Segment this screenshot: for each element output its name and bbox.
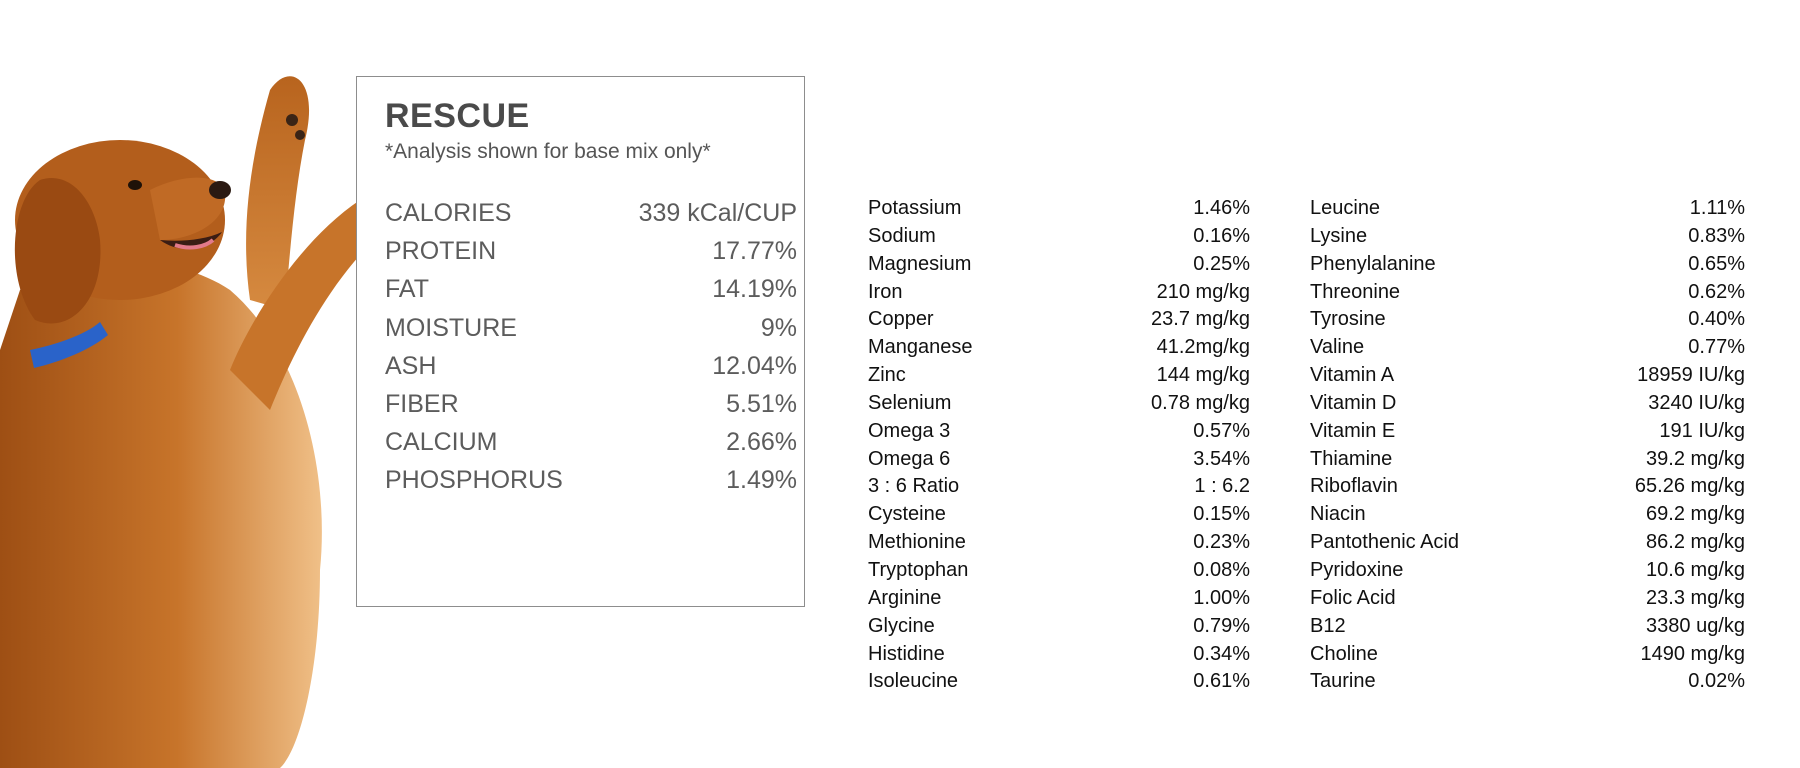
nutrient-label: Taurine <box>1310 670 1376 693</box>
nutrient-row <box>868 529 1250 557</box>
basic-value: 14.19% <box>712 275 797 304</box>
nutrient-value: 41.2mg/kg <box>1156 336 1250 359</box>
nutrient-value: 0.79% <box>1193 614 1250 637</box>
nutrient-value: 3380 ug/kg <box>1646 614 1745 637</box>
nutrient-label: Niacin <box>1310 503 1366 526</box>
nutrient-row <box>1310 501 1745 529</box>
nutrient-label: Thiamine <box>1310 447 1393 470</box>
nutrient-label: Copper <box>868 308 934 331</box>
basic-label: FAT <box>385 275 429 304</box>
nutrient-value: 1.46% <box>1193 197 1250 219</box>
basic-row-moisture <box>385 314 797 352</box>
nutrient-label: Vitamin D <box>1310 391 1397 414</box>
nutrient-label: Riboflavin <box>1310 475 1398 498</box>
nutrient-row <box>1310 557 1745 585</box>
nutrient-row <box>868 418 1250 446</box>
basic-row-calories <box>385 199 797 237</box>
nutrient-label: Magnesium <box>868 252 972 275</box>
nutrient-row <box>868 641 1250 669</box>
nutrient-value: 191 IU/kg <box>1659 419 1745 442</box>
nutrient-row <box>1310 223 1745 251</box>
nutrient-value: 0.83% <box>1688 224 1745 247</box>
nutrient-label: Manganese <box>868 336 973 359</box>
nutrient-row <box>868 306 1250 334</box>
nutrient-label: Folic Acid <box>1310 586 1396 609</box>
nutrient-value: 3240 IU/kg <box>1648 391 1745 414</box>
nutrient-value: 23.3 mg/kg <box>1646 586 1745 609</box>
nutrient-value: 0.23% <box>1193 531 1250 554</box>
nutrient-value: 10.6 mg/kg <box>1646 558 1745 581</box>
nutrient-value: 0.02% <box>1688 670 1745 693</box>
nutrient-row <box>1310 473 1745 501</box>
nutrient-label: B12 <box>1310 614 1346 637</box>
nutrient-value: 3.54% <box>1193 447 1250 470</box>
nutrient-label: Selenium <box>868 391 952 414</box>
nutrient-row <box>868 613 1250 641</box>
nutrient-label: Vitamin E <box>1310 419 1396 442</box>
basic-value: 1.49% <box>726 466 797 495</box>
nutrient-row <box>1310 613 1745 641</box>
nutrient-value: 0.16% <box>1193 224 1250 247</box>
basic-row-calcium <box>385 428 797 466</box>
nutrient-value: 0.57% <box>1193 419 1250 442</box>
basic-value: 339 kCal/CUP <box>638 199 797 227</box>
basic-label: ASH <box>385 351 437 380</box>
nutrient-row <box>1310 334 1745 362</box>
basic-value: 2.66% <box>726 428 797 457</box>
nutrient-label: Iron <box>868 280 903 303</box>
nutrient-label: Leucine <box>1310 197 1381 219</box>
nutrient-label: Omega 3 <box>868 419 951 442</box>
nutrient-row <box>1310 585 1745 613</box>
nutrient-row <box>868 501 1250 529</box>
nutrient-row <box>868 585 1250 613</box>
nutrient-row <box>868 362 1250 390</box>
nutrient-label: Pantothenic Acid <box>1310 531 1459 554</box>
nutrient-label: Tyrosine <box>1310 308 1386 331</box>
nutrient-label: Valine <box>1310 336 1365 359</box>
nutrient-value: 0.65% <box>1688 252 1745 275</box>
basic-value: 17.77% <box>712 237 797 266</box>
nutrient-label: Lysine <box>1310 224 1368 247</box>
nutrient-row <box>868 446 1250 474</box>
nutrient-row <box>1310 668 1745 696</box>
nutrient-label: Phenylalanine <box>1310 252 1436 275</box>
golden-retriever-dog-icon <box>0 50 390 768</box>
nutrient-row <box>868 223 1250 251</box>
nutrient-value: 1 : 6.2 <box>1194 475 1250 498</box>
nutrient-label: Omega 6 <box>868 447 951 470</box>
basic-label: PROTEIN <box>385 237 497 266</box>
nutrient-value: 65.26 mg/kg <box>1634 475 1745 498</box>
nutrient-row <box>868 390 1250 418</box>
nutrient-value: 0.15% <box>1193 503 1250 526</box>
nutrient-label: Zinc <box>868 364 906 387</box>
basic-row-phosphorus <box>385 466 797 504</box>
nutrient-value: 0.25% <box>1193 252 1250 275</box>
nutrient-row <box>868 195 1250 223</box>
nutrient-label: Potassium <box>868 197 962 219</box>
basic-label: CALORIES <box>385 199 512 227</box>
basic-label: FIBER <box>385 389 459 418</box>
basic-value: 5.51% <box>726 389 797 418</box>
nutrient-value: 1.00% <box>1193 586 1250 609</box>
basic-label: MOISTURE <box>385 313 517 342</box>
nutrient-label: Choline <box>1310 642 1378 665</box>
nutrient-list-right <box>1310 195 1745 696</box>
nutrient-value: 1490 mg/kg <box>1640 642 1745 665</box>
nutrient-label: Methionine <box>868 531 966 554</box>
basic-value: 9% <box>760 313 797 342</box>
nutrient-row <box>1310 446 1745 474</box>
panel-title: RESCUE <box>385 97 530 135</box>
nutrient-value: 1.11% <box>1689 197 1745 219</box>
nutrient-value: 39.2 mg/kg <box>1646 447 1745 470</box>
nutrient-row <box>868 334 1250 362</box>
basic-row-ash <box>385 352 797 390</box>
nutrient-label: Pyridoxine <box>1310 558 1404 581</box>
nutrient-label: Sodium <box>868 224 936 247</box>
basic-row-fat <box>385 275 797 313</box>
nutrient-row <box>1310 251 1745 279</box>
nutrient-label: Tryptophan <box>868 558 969 581</box>
nutrient-label: Histidine <box>868 642 945 665</box>
nutrient-value: 18959 IU/kg <box>1637 364 1745 387</box>
nutrient-value: 23.7 mg/kg <box>1151 308 1250 331</box>
nutrient-row <box>1310 418 1745 446</box>
nutrient-value: 0.78 mg/kg <box>1151 391 1250 414</box>
nutrient-value: 144 mg/kg <box>1156 364 1250 387</box>
nutrient-value: 0.77% <box>1688 336 1745 359</box>
nutrient-label: Arginine <box>868 586 942 609</box>
basic-row-fiber <box>385 390 797 428</box>
nutrient-row <box>868 251 1250 279</box>
nutrient-value: 0.62% <box>1688 280 1745 303</box>
panel-subtitle: *Analysis shown for base mix only* <box>385 140 711 163</box>
nutrient-label: Cysteine <box>868 503 946 526</box>
nutrient-value: 0.40% <box>1688 308 1745 331</box>
nutrient-label: Glycine <box>868 614 935 637</box>
basic-analysis-list <box>385 199 797 505</box>
nutrient-row <box>1310 306 1745 334</box>
nutrient-row <box>1310 390 1745 418</box>
nutrient-row <box>1310 362 1745 390</box>
nutrient-list-left <box>868 195 1250 696</box>
nutrient-row <box>1310 641 1745 669</box>
nutrient-label: Isoleucine <box>868 670 959 693</box>
nutrient-label: Vitamin A <box>1310 364 1395 387</box>
nutrient-row <box>1310 279 1745 307</box>
nutrient-row <box>1310 195 1745 223</box>
nutrient-row <box>868 557 1250 585</box>
nutrient-row <box>868 279 1250 307</box>
basic-label: CALCIUM <box>385 428 498 457</box>
basic-value: 12.04% <box>712 351 797 380</box>
basic-label: PHOSPHORUS <box>385 466 563 495</box>
nutrient-value: 0.61% <box>1193 670 1250 693</box>
analysis-panel <box>356 76 805 607</box>
nutrient-value: 86.2 mg/kg <box>1646 531 1745 554</box>
nutrient-label: 3 : 6 Ratio <box>868 475 960 498</box>
nutrient-row <box>868 473 1250 501</box>
nutrient-value: 69.2 mg/kg <box>1646 503 1745 526</box>
basic-row-protein <box>385 237 797 275</box>
nutrient-value: 0.08% <box>1193 558 1250 581</box>
nutrient-label: Threonine <box>1310 280 1401 303</box>
nutrient-row <box>1310 529 1745 557</box>
nutrient-row <box>868 668 1250 696</box>
nutrient-value: 210 mg/kg <box>1156 280 1250 303</box>
nutrient-value: 0.34% <box>1193 642 1250 665</box>
